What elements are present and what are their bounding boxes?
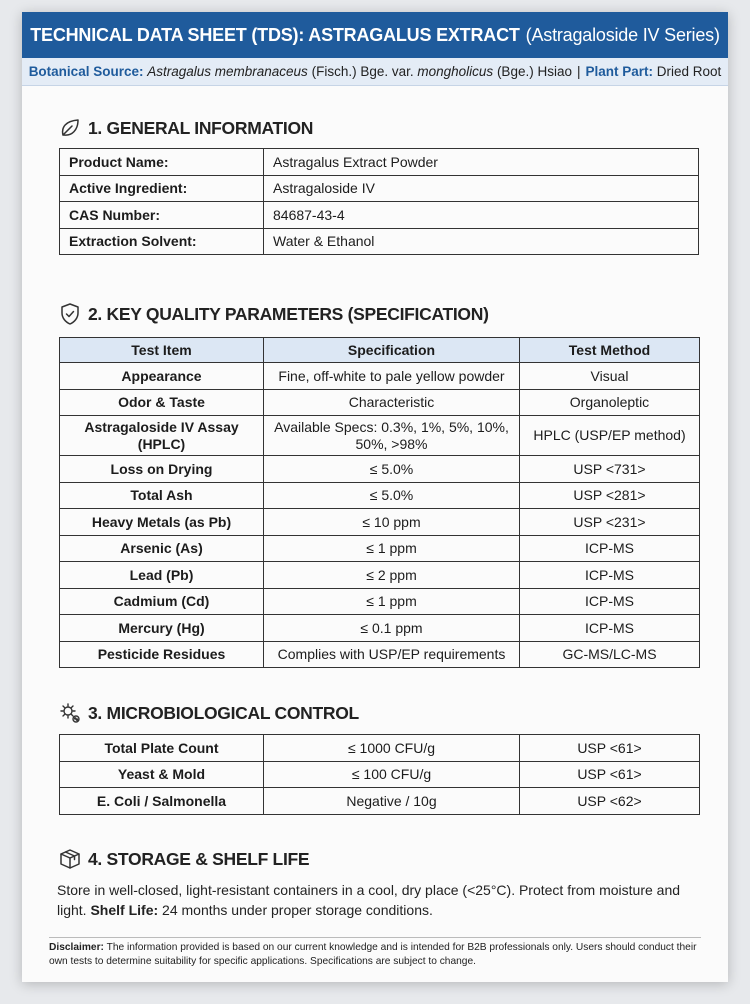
test-item-text: Pesticide Residues xyxy=(97,646,226,663)
table-row xyxy=(60,588,700,615)
test-item-text: (HPLC) xyxy=(137,435,186,452)
table-row xyxy=(60,389,700,416)
table-header-row xyxy=(60,338,700,363)
specification: ≤ 1000 CFU/g xyxy=(264,735,520,762)
box-icon xyxy=(58,847,82,871)
gear-microbe-icon xyxy=(58,701,82,725)
specification xyxy=(264,456,520,483)
column-header: Test Item xyxy=(60,338,264,363)
specification: ≤ 100 CFU/g xyxy=(264,761,520,788)
test-item xyxy=(60,509,264,536)
specification-text: ≤ 1 ppm xyxy=(366,540,417,557)
author-citation: (Fisch.) Bge. var. xyxy=(311,64,414,79)
data-sheet xyxy=(22,12,728,982)
section-storage-heading: 4. STORAGE & SHELF LIFE xyxy=(88,848,310,869)
field-label: CAS Number: xyxy=(60,202,264,229)
test-method: USP <231> xyxy=(520,509,700,536)
table-row xyxy=(60,641,700,668)
shelf-life-label: Shelf Life: xyxy=(90,902,159,918)
test-item-text: Cadmium (Cd) xyxy=(113,593,210,610)
table-row xyxy=(60,562,700,589)
table-row xyxy=(60,615,700,642)
section-quality-title xyxy=(58,302,489,326)
specification-text: Complies with USP/EP requirements xyxy=(277,646,506,663)
section-micro-heading: 3. MICROBIOLOGICAL CONTROL xyxy=(88,702,359,723)
storage-text xyxy=(57,880,697,920)
document-subtitle: (Astragaloside IV Series) xyxy=(525,24,720,45)
specification-text: ≤ 5.0% xyxy=(369,460,414,477)
specification xyxy=(264,562,520,589)
specification-text: Available Specs: 0.3%, 1%, 5%, 10%, xyxy=(274,419,509,436)
column-header: Test Method xyxy=(520,338,700,363)
test-method: USP <281> xyxy=(520,482,700,509)
test-item xyxy=(60,363,264,390)
test-item xyxy=(60,615,264,642)
botanical-source-label: Botanical Source: xyxy=(28,64,144,79)
specification: Negative / 10g xyxy=(264,788,520,815)
shield-check-icon xyxy=(58,302,82,326)
test-item-text: Mercury (Hg) xyxy=(118,619,205,636)
test-method: ICP-MS xyxy=(520,535,700,562)
test-item xyxy=(60,482,264,509)
specification xyxy=(264,363,520,390)
general-info-table xyxy=(59,148,699,255)
test-item xyxy=(60,641,264,668)
test-method: Organoleptic xyxy=(520,389,700,416)
table-row xyxy=(60,788,700,815)
test-item xyxy=(60,416,264,456)
test-item xyxy=(60,562,264,589)
specification-text: Characteristic xyxy=(348,394,435,411)
specification xyxy=(264,615,520,642)
specification-text: Fine, off-white to pale yellow powder xyxy=(278,367,505,384)
genus-species: Astragalus membranaceus xyxy=(147,64,308,79)
field-label: Active Ingredient: xyxy=(60,175,264,202)
field-label: Product Name: xyxy=(60,149,264,176)
shelf-life-value: 24 months under proper storage conditions. xyxy=(162,902,433,918)
specification-text: ≤ 2 ppm xyxy=(366,566,417,583)
test-item: E. Coli / Salmonella xyxy=(60,788,264,815)
test-method: ICP-MS xyxy=(520,562,700,589)
botanical-source-bar xyxy=(22,58,728,86)
table-row xyxy=(60,175,699,202)
specification xyxy=(264,509,520,536)
variety-name: mongholicus xyxy=(417,64,494,79)
field-label: Extraction Solvent: xyxy=(60,228,264,255)
field-value: 84687-43-4 xyxy=(264,202,699,229)
test-method: ICP-MS xyxy=(520,588,700,615)
disclaimer-label: Disclaimer: xyxy=(49,942,104,953)
section-storage-title xyxy=(58,847,309,871)
section-general-heading: 1. GENERAL INFORMATION xyxy=(88,117,314,138)
microbiological-table xyxy=(59,734,700,815)
table-row xyxy=(60,509,700,536)
variety-author: (Bge.) Hsiao xyxy=(496,64,572,79)
test-item-text: Arsenic (As) xyxy=(120,540,203,557)
test-item-text: Odor & Taste xyxy=(118,394,205,411)
document-title: TECHNICAL DATA SHEET (TDS): ASTRAGALUS EXTRACT xyxy=(30,24,520,45)
section-micro-title xyxy=(58,701,359,725)
specification-text: ≤ 10 ppm xyxy=(362,513,421,530)
specification-text: ≤ 5.0% xyxy=(369,487,414,504)
table-row xyxy=(60,761,700,788)
field-value: Astragalus Extract Powder xyxy=(264,149,699,176)
test-method: USP <62> xyxy=(520,788,700,815)
field-value: Water & Ethanol xyxy=(264,228,699,255)
specification xyxy=(264,416,520,456)
plant-part-value: Dried Root xyxy=(656,64,722,79)
specification xyxy=(264,535,520,562)
disclaimer xyxy=(49,941,705,968)
test-item xyxy=(60,389,264,416)
test-item-text: Astragaloside IV Assay xyxy=(84,419,239,436)
test-item: Yeast & Mold xyxy=(60,761,264,788)
table-row xyxy=(60,202,699,229)
test-item-text: Total Ash xyxy=(130,487,193,504)
table-row xyxy=(60,416,700,456)
field-value: Astragaloside IV xyxy=(264,175,699,202)
table-row xyxy=(60,735,700,762)
plant-part-label: Plant Part: xyxy=(585,64,653,79)
test-method: USP <731> xyxy=(520,456,700,483)
table-row xyxy=(60,456,700,483)
specification-text: ≤ 1 ppm xyxy=(366,593,417,610)
test-method: GC-MS/LC-MS xyxy=(520,641,700,668)
table-row xyxy=(60,228,699,255)
test-item-text: Loss on Drying xyxy=(110,460,213,477)
disclaimer-text: The information provided is based on our current knowledge and is intended for B2B professionals only. Users should conduct their own tests to determine suitability for specific applications. Specifications are subject to change. xyxy=(49,942,697,967)
table-row xyxy=(60,149,699,176)
storage-instructions: Store in well-closed, light-resistant containers in a cool, dry place (<25°C). Protect from moisture and light. xyxy=(57,882,681,918)
leaf-icon xyxy=(58,116,82,140)
specification-text: 50%, >98% xyxy=(355,435,428,452)
specification-text: ≤ 0.1 ppm xyxy=(360,619,423,636)
test-method: HPLC (USP/EP method) xyxy=(520,416,700,456)
specification xyxy=(264,588,520,615)
test-method: Visual xyxy=(520,363,700,390)
section-general-title xyxy=(58,116,313,140)
specification xyxy=(264,389,520,416)
table-row xyxy=(60,535,700,562)
test-item: Total Plate Count xyxy=(60,735,264,762)
test-method: USP <61> xyxy=(520,735,700,762)
test-item xyxy=(60,588,264,615)
footer-divider xyxy=(49,937,701,938)
test-item-text: Appearance xyxy=(121,367,202,384)
specification xyxy=(264,641,520,668)
test-method: ICP-MS xyxy=(520,615,700,642)
title-bar xyxy=(22,12,728,58)
quality-spec-table xyxy=(59,337,700,668)
test-item xyxy=(60,535,264,562)
test-method: USP <61> xyxy=(520,761,700,788)
table-row xyxy=(60,482,700,509)
test-item-text: Lead (Pb) xyxy=(129,566,194,583)
test-item-text: Heavy Metals (as Pb) xyxy=(91,513,232,530)
specification xyxy=(264,482,520,509)
table-row xyxy=(60,363,700,390)
separator: | xyxy=(576,64,581,79)
column-header: Specification xyxy=(264,338,520,363)
section-quality-heading: 2. KEY QUALITY PARAMETERS (SPECIFICATION) xyxy=(88,303,489,324)
test-item xyxy=(60,456,264,483)
